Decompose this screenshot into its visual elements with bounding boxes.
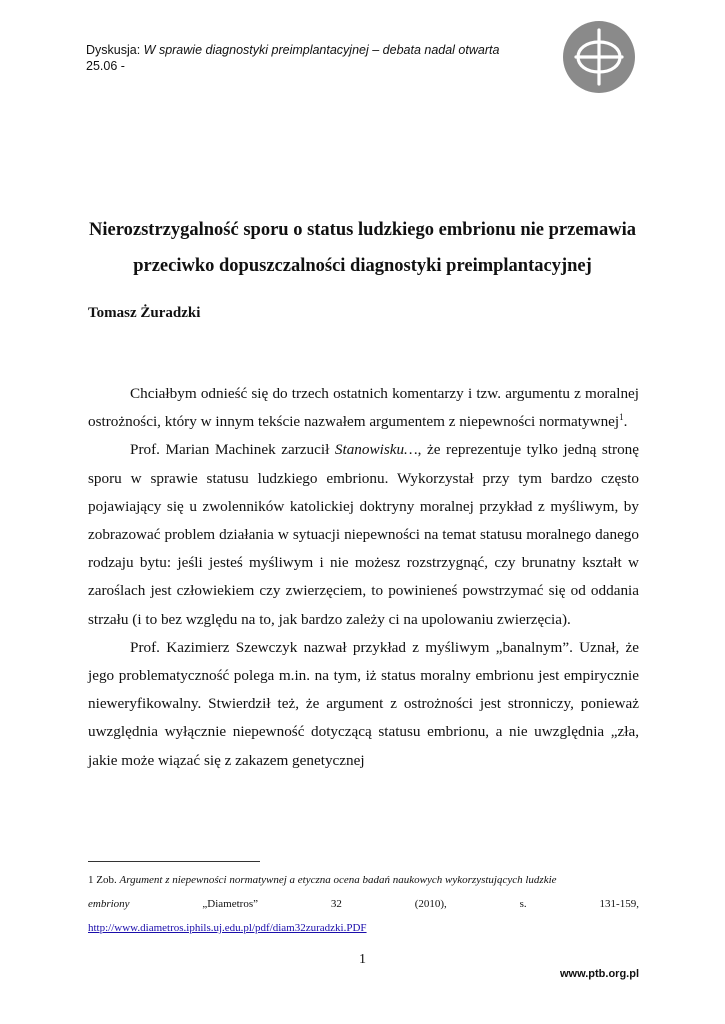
paragraph-2-start: Prof. Marian Machinek zarzucił: [130, 441, 335, 459]
article-title-line-1: Nierozstrzygalność sporu o status ludzkiego embrionu nie przemawia: [89, 220, 636, 240]
page-number: 1: [359, 952, 366, 967]
footnote-link[interactable]: http://www.diametros.iphils.uj.edu.pl/pdf/diam32zuradzki.PDF: [88, 922, 367, 934]
footnote-line-3: [88, 916, 639, 940]
article-body: [88, 380, 639, 775]
header-title: W sprawie diagnostyki preimplantacyjnej – debata nadal otwarta: [143, 43, 500, 57]
footnote: [88, 868, 639, 940]
footnote-line-2: [88, 892, 639, 916]
paragraph-3: Prof. Kazimierz Szewczyk nazwał przykład z myśliwym „banalnym”. Uznał, że jego problematyczność polega m.in. na tym, iż status moralny embrionu jest empirycznie nieweryfikowalny. Stwierdził też, że argument z ostrożności jest stronniczy, ponieważ uwzględnia wyłącznie niepewność dotyczącą statusu embrionu, a nie uwzględnia „zła, jakie może wiązać się z zakazem genetycznej: [88, 638, 639, 769]
footnote-title: Argument z niepewności normatywnej a etyczna ocena badań naukowych wykorzystujących ludzkie: [119, 874, 557, 886]
footnote-s: s.: [519, 898, 527, 910]
paragraph-1: [88, 380, 639, 436]
paragraph-2: [88, 436, 639, 633]
footnote-reference: 1: [619, 412, 624, 423]
header-date: 25.06 -: [86, 59, 125, 73]
article-title-line-2: przeciwko dopuszczalności diagnostyki preimplantacyjnej: [133, 256, 592, 276]
footnote-zob: Zob.: [96, 874, 117, 886]
footnote-volume: 32: [330, 898, 342, 910]
footnote-journal: „Diametros”: [202, 898, 258, 910]
footnote-divider: [88, 861, 260, 862]
footnote-number: 1: [88, 874, 94, 886]
site-url: www.ptb.org.pl: [559, 968, 639, 980]
ptb-logo-icon: [562, 18, 636, 96]
running-header: [86, 42, 499, 74]
header-line-1: [86, 42, 499, 58]
footnote-year: (2010),: [414, 898, 447, 910]
article-title: [60, 212, 665, 284]
paragraph-1-end: .: [623, 413, 628, 431]
footnote-line-1: [88, 868, 639, 892]
header-label: Dyskusja:: [86, 43, 141, 57]
footnote-title-end: embriony: [88, 898, 130, 910]
article-author: Tomasz Żuradzki: [88, 305, 201, 321]
paragraph-2-italic: Stanowisku…: [334, 441, 418, 459]
footnote-pages: 131-159,: [599, 898, 639, 910]
paragraph-2-rest: , że reprezentuje tylko jedną stronę sporu w sprawie statusu ludzkiego embrionu. Wykorzystał przy tym bardzo często pojawiający się u zwolenników katolickiej doktryny moralnej przykład z myśliwym, by zobrazować problem działania w sytuacji niepewności na temat statusu moralnego danego rodzaju bytu: jeśli jesteś myśliwym i nie możesz rozstrzygnąć, czy brunatny kształt w zaroślach jest człowiekiem czy zwierzęciem, to powinieneś powstrzymać się od oddania strzału (i to bez względu na to, jak bardzo zależy ci na upolowaniu zwierzęcia).: [88, 441, 640, 628]
paragraph-1-text: Chciałbym odnieść się do trzech ostatnich komentarzy i tzw. argumentu z moralnej ostrożności, który w innym tekście nazwałem argumentem z niepewności normatywnej: [88, 385, 639, 431]
